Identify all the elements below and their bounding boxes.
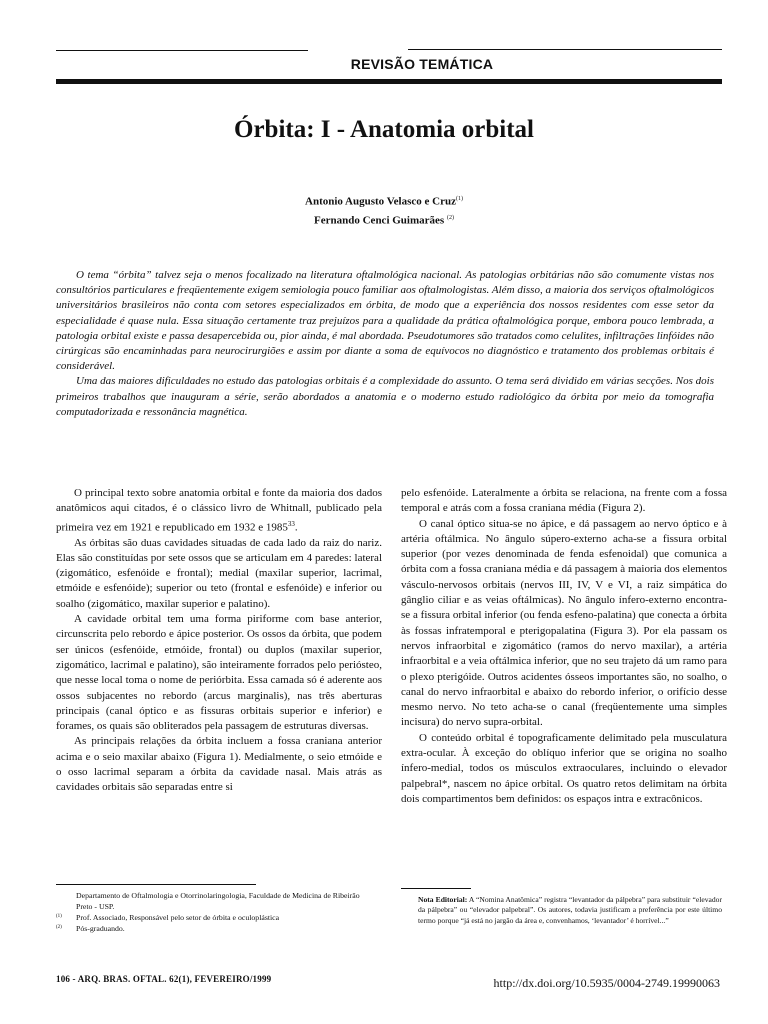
- affiliation-footnotes: [56, 890, 376, 934]
- editor-note: [418, 895, 722, 926]
- body-paragraph: O canal óptico situa-se no ápice, e dá passagem ao nervo óptico e à artéria oftálmica. No ângulo súpero-externo acha-se a fissura orbital superior (por vezes denominada de fenda esfenoidal) que comunica a órbita com a fossa craniana média e dá passagem à maioria dos elementos vásculo-nervosos orbitais (nervos III, IV, V e VI, a raiz simpática do gânglio ciliar e as veias oftálmicas). No ângulo ínfero-externo encontra-se a fissura orbital inferior (ou fenda esfeno-palatina) que conecta a órbita às fossas infratemporal e pterigopalatina (Figura 3). Por ela passam os nervos infraorbital e zigomático (ramos do nervo maxilar), a artéria infraorbital e a veia oftálmica inferior, que no seu trajeto dá um ramo para o plexo pterigóide. Outros acidentes ósseos importantes são, no soalho, o canal do nervo infraorbital e abaixo do rebordo inferior, o orifício desse mesmo nervo. No teto acha-se o canal (freqüentemente uma simples incisura) do nervo supra-orbital.: [401, 517, 727, 729]
- page-citation: 106 - ARQ. BRAS. OFTAL. 62(1), FEVEREIRO/1999: [56, 974, 272, 984]
- body-column-right: [401, 486, 727, 807]
- header-rule-thick: [56, 79, 722, 84]
- body-column-left: [56, 486, 382, 796]
- footnote-rule: [56, 884, 256, 885]
- footnote-item: (1) Prof. Associado, Responsável pelo setor de órbita e oculoplástica: [56, 913, 280, 922]
- body-paragraph: As órbitas são duas cavidades situadas de cada lado da raiz do nariz. Elas são constituídas por sete ossos que se articulam em 4 paredes: lateral (zigomático, esfenóide e frontal); medial (maxilar superior, lacrimal, etmóide e esfenóide); superior ou teto (frontal e esfenóide) e inferior ou soalho (zigomático, maxilar superior e palatino).: [56, 536, 382, 610]
- author-2: Fernando Cenci Guimarães $^{(2)}$: [314, 214, 454, 227]
- abstract: [56, 268, 714, 420]
- header-rule-top-left: [56, 50, 308, 51]
- body-paragraph: A cavidade orbital tem uma forma piriforme com base anterior, circunscrita pelo rebordo e ápice posterior. Os ossos da órbita, que podem ser únicos (esfenóide, etmóide, frontal) ou duplos (maxilar superior, zigomático, lacrimal e palatino), são inteiramente forrados pelo periósteo, que nesse local toma o nome de periórbita. Essa camada só é aderente aos ossos subjacentes no rebordo (arcus marginalis), nas três aberturas principais (canal óptico e as fissuras orbitais superior e inferior) e forames, os quais são obliterados pela passagem de estruturas diversas.: [56, 613, 382, 733]
- section-label: REVISÃO TEMÁTICA: [350, 56, 494, 72]
- header-rule-top-right: [408, 49, 722, 50]
- body-paragraph: O conteúdo orbital é topograficamente delimitado pela musculatura extra-ocular. À exceção do oblíquo inferior que se origina no soalho ínfero-medial, todos os músculos extraoculares, incluindo o elevador palpebral*, nascem no ápice orbital. Os quatro retos delimitam na órbita dois compartimentos bem definidos: os espaços intra e extracônicos.: [401, 731, 727, 805]
- abstract-paragraph: O tema “órbita” talvez seja o menos focalizado na literatura oftalmológica nacional. As patologias orbitárias não são comumente vistas nos consultórios particulares e freqüentemente exigem semiologia pouco familiar aos oftalmologistas. Além disso, a maioria dos serviços oftalmológicos universitários brasileiros não conta com setores especializados em órbita, de modo que a experiência dos nossos residentes com esse setor da especialidade é quase nula. Essa situação certamente traz prejuízos para a qualidade da prática oftalmológica porque, embora pouco lembrada, a patologia orbital existe e passa desapercebida ou, pior ainda, é mal abordada. Pseudotumores são tratados como celulites, infiltrações linfóides não cirúrgicas são encaminhadas para neurocirurgiões e assim por diante a soma de equívocos no diagnóstico e tratamento dos problemas orbitais é considerável.: [56, 269, 714, 373]
- author-1: Antonio Augusto Velasco e Cruz$^{(1)}$: [305, 195, 463, 208]
- article-title: Órbita: I - Anatomia orbital: [234, 116, 534, 143]
- body-paragraph: As principais relações da órbita incluem a fossa craniana anterior acima e o seio maxilar abaixo (Figura 1). Medialmente, o seio etmóide e o osso lacrimal separam a órbita da cavidade nasal. Mais atrás as cavidades orbitais são separadas entre si: [56, 735, 382, 794]
- editor-note-label: Nota Editorial:: [418, 895, 468, 904]
- footnote-item: (2) Pós-graduando.: [56, 924, 125, 933]
- footnote-item: Departamento de Oftalmologia e Otorrinolaringologia, Faculdade de Medicina de Ribeirão Preto - USP.: [76, 891, 360, 911]
- body-paragraph: pelo esfenóide. Lateralmente a órbita se relaciona, na frente com a fossa temporal e atrás com a fossa craniana média (Figura 2).: [401, 487, 727, 515]
- doi-link[interactable]: http://dx.doi.org/10.5935/0004-2749.19990063: [493, 976, 720, 990]
- editor-note-rule: [401, 888, 471, 889]
- editor-note-text: A “Nomina Anatômica” registra “levantador da pálpebra” para substituir “elevador da pálpebra” ou “elevador palpebral”. Os autores, todavia justificam a preferência por este último termo porque “já está no jargão da área e, convenhamos, ‘levantador’ é horrível...”: [418, 895, 722, 925]
- abstract-paragraph: Uma das maiores dificuldades no estudo das patologias orbitais é a complexidade do assunto. O tema será dividido em várias secções. Nos dois primeiros trabalhos que inauguram a série, serão abordados a anatomia e o moderno estudo radiológico da órbita por meio da tomografia computadorizada e ressonância magnética.: [56, 375, 714, 418]
- author-list: [0, 191, 768, 228]
- body-paragraph: O principal texto sobre anatomia orbital e fonte da maioria dos dados anatômicos aqui citados, é o clássico livro de Whitnall, publicado pela primeira vez em 1921 e republicado em 1932 e 1985$^{33}$.: [56, 487, 382, 534]
